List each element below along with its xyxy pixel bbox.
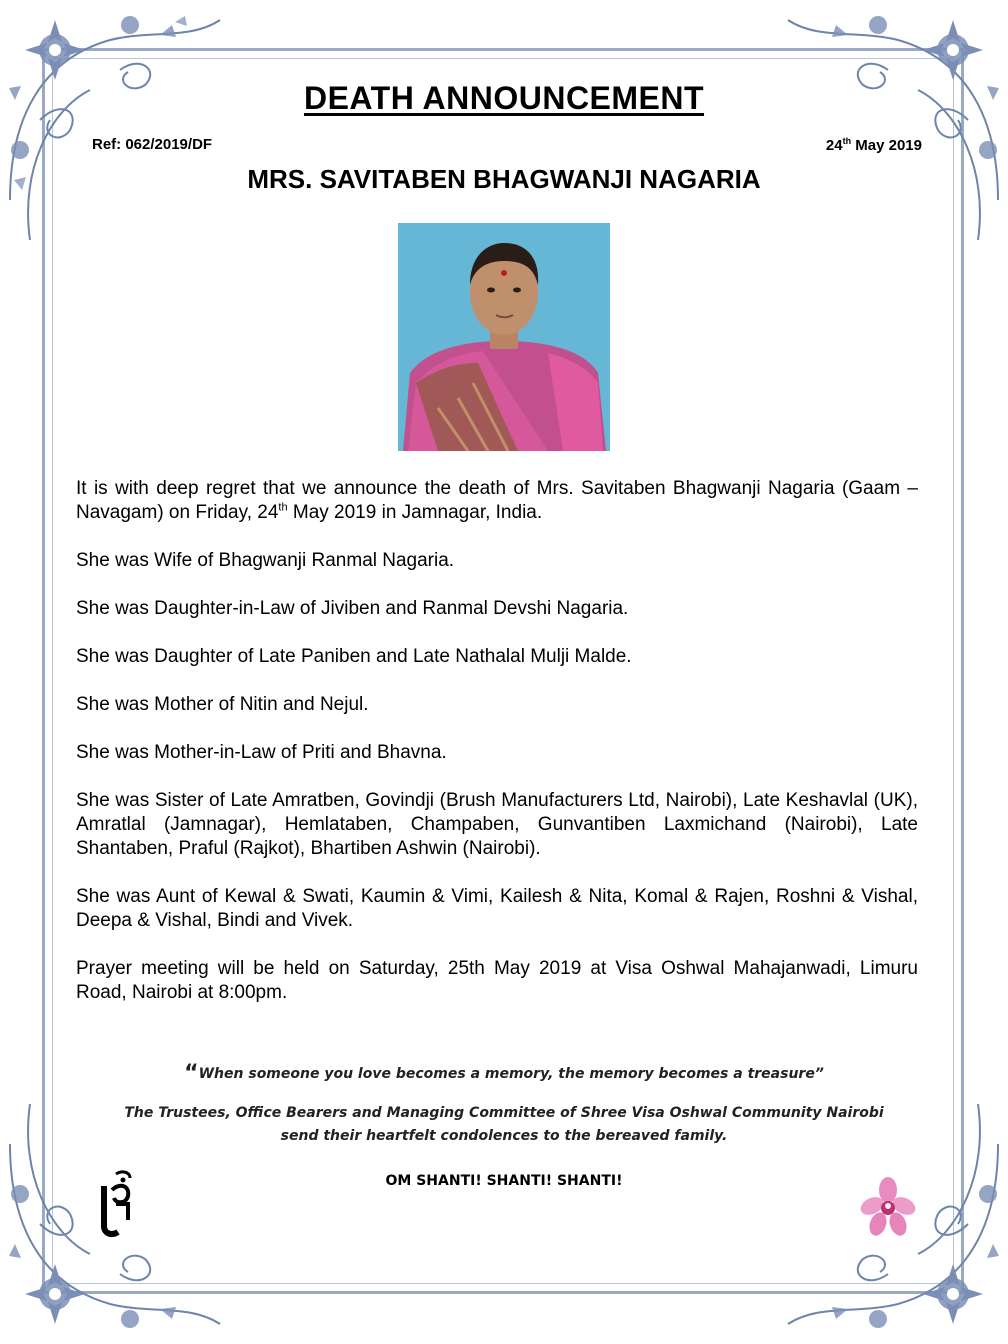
- paragraph-mother: She was Mother of Nitin and Nejul.: [76, 694, 369, 715]
- page-title: [0, 80, 1008, 117]
- om-shanti-text: OM SHANTI! SHANTI! SHANTI!: [385, 1173, 623, 1189]
- reference-number: Ref: 062/2019/DF: [92, 136, 213, 153]
- condolence-line-1: The Trustees, Office Bearers and Managing Committee of Shree Visa Oshwal Community Nairobi: [124, 1105, 884, 1121]
- condolence-message: [0, 1102, 1008, 1148]
- portrait-photo: [398, 223, 610, 451]
- announcement-date: [826, 136, 922, 154]
- paragraph-mother-in-law: She was Mother-in-Law of Priti and Bhavna.: [76, 742, 447, 763]
- corner-ornament-top-right: [778, 0, 1008, 250]
- death-notice-text-a: It is with deep regret that we announce the death of Mrs. Savitaben Bhagwanji Nagaria (Gaam – Navagam) on Friday, 24: [76, 478, 918, 523]
- memorial-quote: [0, 1061, 1008, 1086]
- paragraph-sister: She was Sister of Late Amratben, Govindji (Brush Manufacturers Ltd, Nairobi), Late Keshavlal (UK), Amratlal (Jamnagar), Hemlataben, Champaben, Gunvantiben Laxmichand (Nairobi), Late Shantaben, Praful (Rajkot), Bhartiben Ashwin (Nairobi).: [76, 790, 918, 859]
- quote-text: When someone you love becomes a memory, the memory becomes a treasure”: [198, 1066, 824, 1082]
- condolence-line-2: send their heartfelt condolences to the bereaved family.: [280, 1128, 728, 1144]
- death-notice-text-b: May 2019 in Jamnagar, India.: [287, 502, 543, 523]
- date-day: 24: [825, 137, 843, 154]
- orchid-icon: [860, 1176, 916, 1238]
- corner-ornament-top-left: [0, 0, 230, 250]
- paragraph-prayer-meeting: Prayer meeting will be held on Saturday, 25th May 2019 at Visa Oshwal Mahajanwadi, Limuru Road, Nairobi at 8:00pm.: [76, 958, 918, 1003]
- paragraph-aunt: She was Aunt of Kewal & Swati, Kaumin & Vimi, Kailesh & Nita, Komal & Rajen, Roshni & Vishal, Deepa & Vishal, Bindi and Vivek.: [76, 886, 918, 931]
- quote-open-mark: “: [184, 1061, 199, 1086]
- announcement-body: [76, 477, 918, 1029]
- page-title-text: DEATH ANNOUNCEMENT: [303, 80, 705, 116]
- paragraph-wife: She was Wife of Bhagwanji Ranmal Nagaria.: [76, 550, 455, 571]
- paragraph-daughter-in-law: She was Daughter-in-Law of Jiviben and Ranmal Devshi Nagaria.: [76, 598, 629, 619]
- deceased-name: MRS. SAVITABEN BHAGWANJI NAGARIA: [247, 164, 761, 194]
- death-notice-sup: th: [278, 501, 288, 514]
- date-suffix: th: [842, 136, 852, 146]
- paragraph-daughter: She was Daughter of Late Paniben and Late Nathalal Mulji Malde.: [76, 646, 632, 667]
- date-month-year: May 2019: [851, 137, 922, 154]
- paragraph-death-notice: [76, 477, 918, 525]
- portrait-illustration: [398, 223, 610, 451]
- jain-om-icon: [98, 1168, 134, 1238]
